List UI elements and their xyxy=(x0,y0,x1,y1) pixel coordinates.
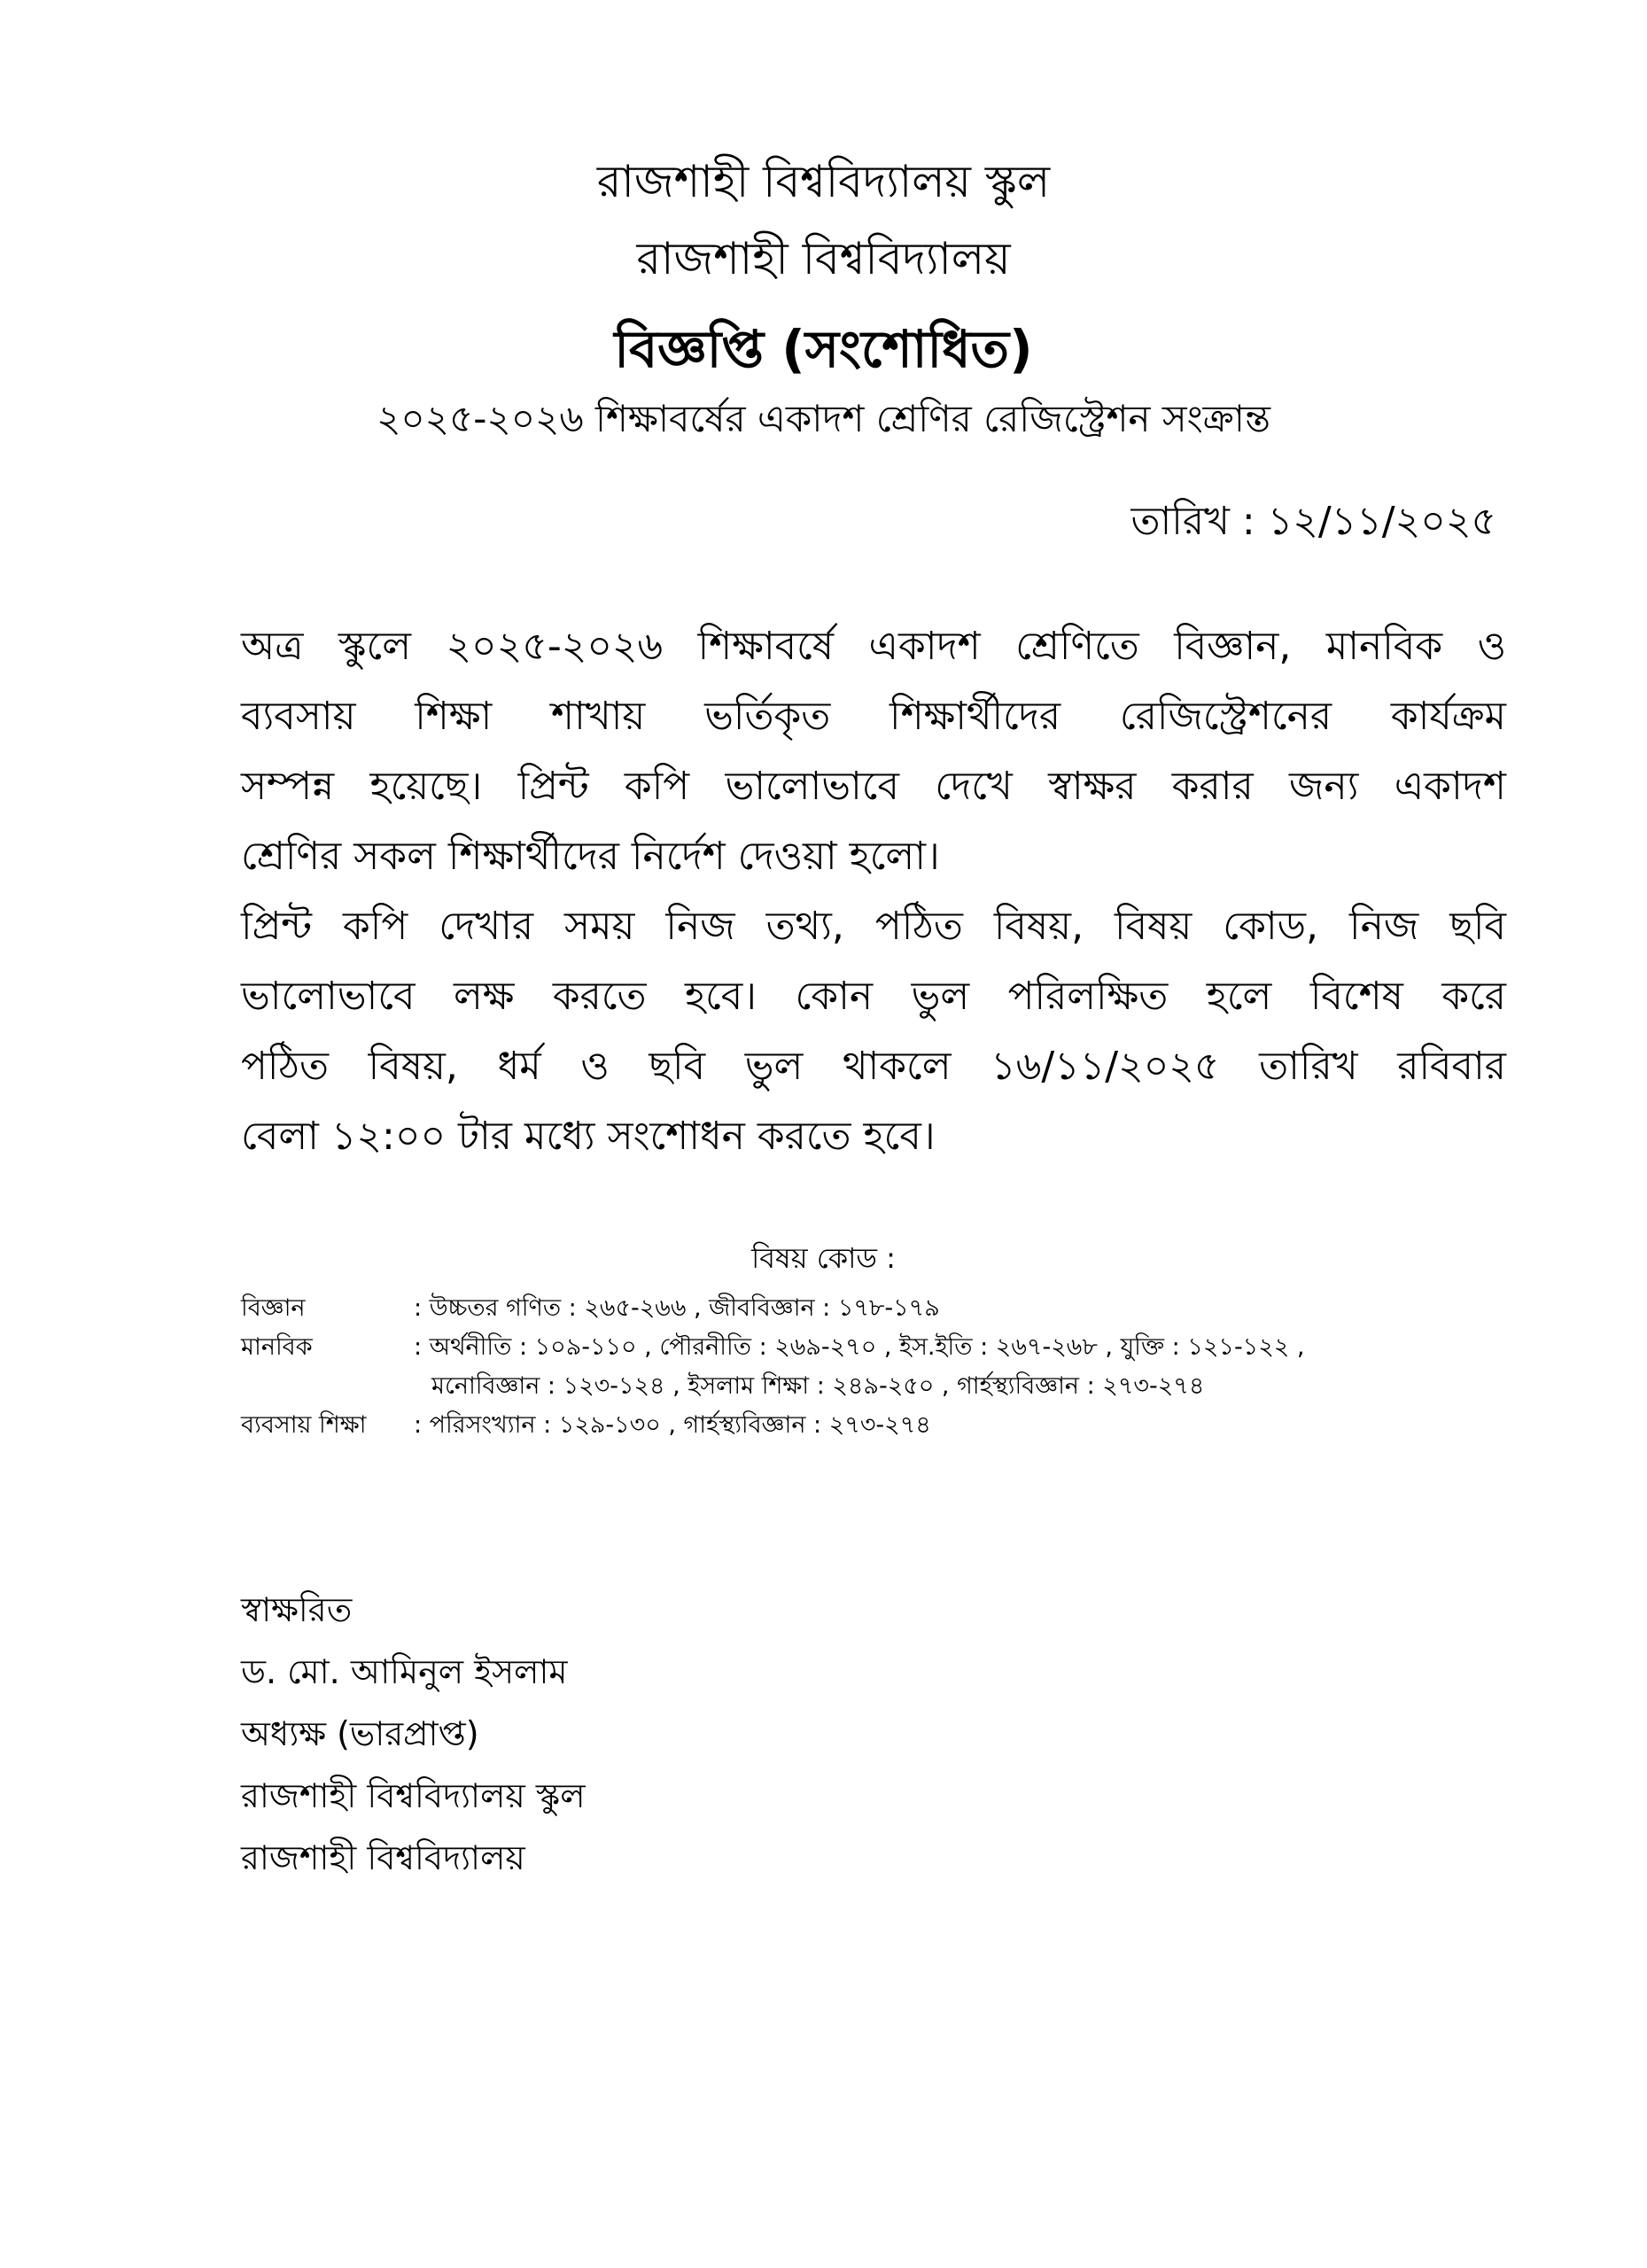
word: পরিলক্ষিত xyxy=(1007,974,1169,1019)
word: হবে। xyxy=(684,974,757,1019)
branch-codes: : পরিসংখ্যান : ১২৯-১৩০ , গার্হস্থ্যবিজ্ঞান : ২৭৩-২৭৪ xyxy=(414,1411,931,1439)
word: বিষয়, xyxy=(993,904,1084,949)
branch-name: মানবিক xyxy=(241,1333,313,1361)
paragraph-correction xyxy=(241,891,1506,1101)
word: একাদশ xyxy=(1394,764,1506,809)
word: পঠিত xyxy=(874,904,963,949)
word: নিজ xyxy=(1349,904,1419,949)
word: করার xyxy=(1171,764,1254,809)
word: দেখার xyxy=(439,904,534,949)
word: থাকলে xyxy=(843,1044,952,1089)
word: স্কুলে xyxy=(338,624,412,669)
word: শিক্ষার্থীদের xyxy=(890,694,1061,739)
word: ভালোভাবে xyxy=(241,974,416,1019)
paragraph-line xyxy=(241,961,1506,1031)
word: প্রিন্ট xyxy=(517,764,589,809)
word: ও xyxy=(580,1044,610,1089)
word: রেজিস্ট্রেশনের xyxy=(1119,694,1332,739)
word: ও xyxy=(1477,624,1506,669)
word: হলে xyxy=(1206,974,1272,1019)
word: হয়েছে। xyxy=(369,764,483,809)
word: বিষয় xyxy=(1115,904,1193,949)
signature-block xyxy=(241,1579,586,1889)
notice-title: বিজ্ঞপ্তি (সংশোধিত) xyxy=(614,319,1033,379)
word: শিক্ষাবর্ষে xyxy=(697,624,835,669)
word: কোড, xyxy=(1223,904,1319,949)
signatory-university: রাজশাহী বিশ্ববিদ্যালয় xyxy=(241,1838,525,1877)
paragraph-line: শ্রেণির সকল শিক্ষার্থীদের নির্দেশ দেওয়া হলো। xyxy=(241,834,940,879)
word: প্রিন্ট xyxy=(241,904,313,949)
word: তারিখ xyxy=(1259,1044,1358,1089)
word: ভুল xyxy=(911,974,970,1019)
university-name: রাজশাহী বিশ্ববিদ্যালয় xyxy=(636,233,1011,284)
word: শিক্ষা xyxy=(415,694,493,739)
word: নিজ xyxy=(665,904,735,949)
word: কার্যক্রম xyxy=(1390,694,1506,739)
school-name: রাজশাহী বিশ্ববিদ্যালয় স্কুল xyxy=(596,156,1051,207)
word: ব্যবসায় xyxy=(241,694,356,739)
notice-date: তারিখ : ১২/১১/২০২৫ xyxy=(1130,499,1496,544)
paragraph-line xyxy=(241,611,1506,681)
branch-name: বিজ্ঞান xyxy=(241,1294,306,1322)
word: রবিবার xyxy=(1397,1044,1506,1089)
word: ধর্ম xyxy=(497,1044,541,1089)
paragraph-line xyxy=(241,891,1506,961)
word: কপি xyxy=(343,904,408,949)
word: ২০২৫-২০২৬ xyxy=(446,624,664,669)
word: ভর্তিকৃত xyxy=(704,694,831,739)
word: বিশেষ xyxy=(1309,974,1403,1019)
word: তথ্য, xyxy=(765,904,844,949)
paragraph-line xyxy=(241,681,1506,751)
paragraph-line: বেলা ১২:০০ টার মধ্যে সংশোধন করতে হবে। xyxy=(241,1114,936,1159)
word: মানবিক xyxy=(1325,624,1443,669)
branch-codes: : উচ্চতর গণিত : ২৬৫-২৬৬ , জীববিজ্ঞান : ১৭৮-১৭৯ xyxy=(414,1294,940,1322)
word: বিজ্ঞান, xyxy=(1174,624,1292,669)
branch-codes: : অর্থনীতি : ১০৯-১১০ , পৌরনীতি : ২৬৯-২৭০ , ইস.ইতি : ২৬৭-২৬৮ , যুক্তি : ১২১-১২২ , xyxy=(414,1333,1305,1361)
signatory-school: রাজশাহী বিশ্ববিদ্যালয় স্কুল xyxy=(241,1776,586,1815)
word: সম্পন্ন xyxy=(241,764,335,809)
word: লক্ষ xyxy=(453,974,515,1019)
word: পঠিত xyxy=(241,1044,329,1089)
word: করতে xyxy=(552,974,647,1019)
branch-name: ব্যবসায় শিক্ষা xyxy=(241,1411,367,1439)
word: ভুল xyxy=(744,1044,804,1089)
word: একাদশ xyxy=(868,624,981,669)
word: শ্রেণিতে xyxy=(1015,624,1139,669)
subject-code-title: বিষয় কোড : xyxy=(751,1241,896,1275)
word: কোন xyxy=(795,974,874,1019)
word: স্বাক্ষর xyxy=(1048,764,1137,809)
word: শাখায় xyxy=(550,694,646,739)
word: ছবি xyxy=(1449,904,1506,949)
word: দেখে xyxy=(935,764,1013,809)
paragraph-line xyxy=(241,751,1506,821)
signatory-name: ড. মো. আমিনুল ইসলাম xyxy=(241,1652,568,1691)
paragraph-line xyxy=(241,1031,1506,1101)
word: কপি xyxy=(624,764,690,809)
branch-codes: মনোবিজ্ঞান : ১২৩-১২৪ , ইসলাম শিক্ষা : ২৪৯-২৫০ , গার্হস্থ্যবিজ্ঞান : ২৭৩-২৭৪ xyxy=(431,1372,1205,1400)
word: ভালোভাবে xyxy=(725,764,899,809)
word: ১৬/১১/২০২৫ xyxy=(991,1044,1220,1089)
notice-subject: ২০২৫-২০২৬ শিক্ষাবর্ষের একাদশ শ্রেণির রেজিস্ট্রেশন সংক্রান্ত xyxy=(377,397,1270,440)
word: ছবি xyxy=(649,1044,706,1089)
word: সময় xyxy=(564,904,635,949)
paragraph-registration xyxy=(241,611,1506,821)
word: জন্য xyxy=(1289,764,1359,809)
signatory-designation: অধ্যক্ষ (ভারপ্রাপ্ত) xyxy=(241,1714,479,1753)
word: বিষয়, xyxy=(368,1044,458,1089)
notice-body xyxy=(241,611,1506,1171)
word: অত্র xyxy=(241,624,304,669)
word: করে xyxy=(1441,974,1506,1019)
signed-label: স্বাক্ষরিত xyxy=(241,1590,353,1629)
